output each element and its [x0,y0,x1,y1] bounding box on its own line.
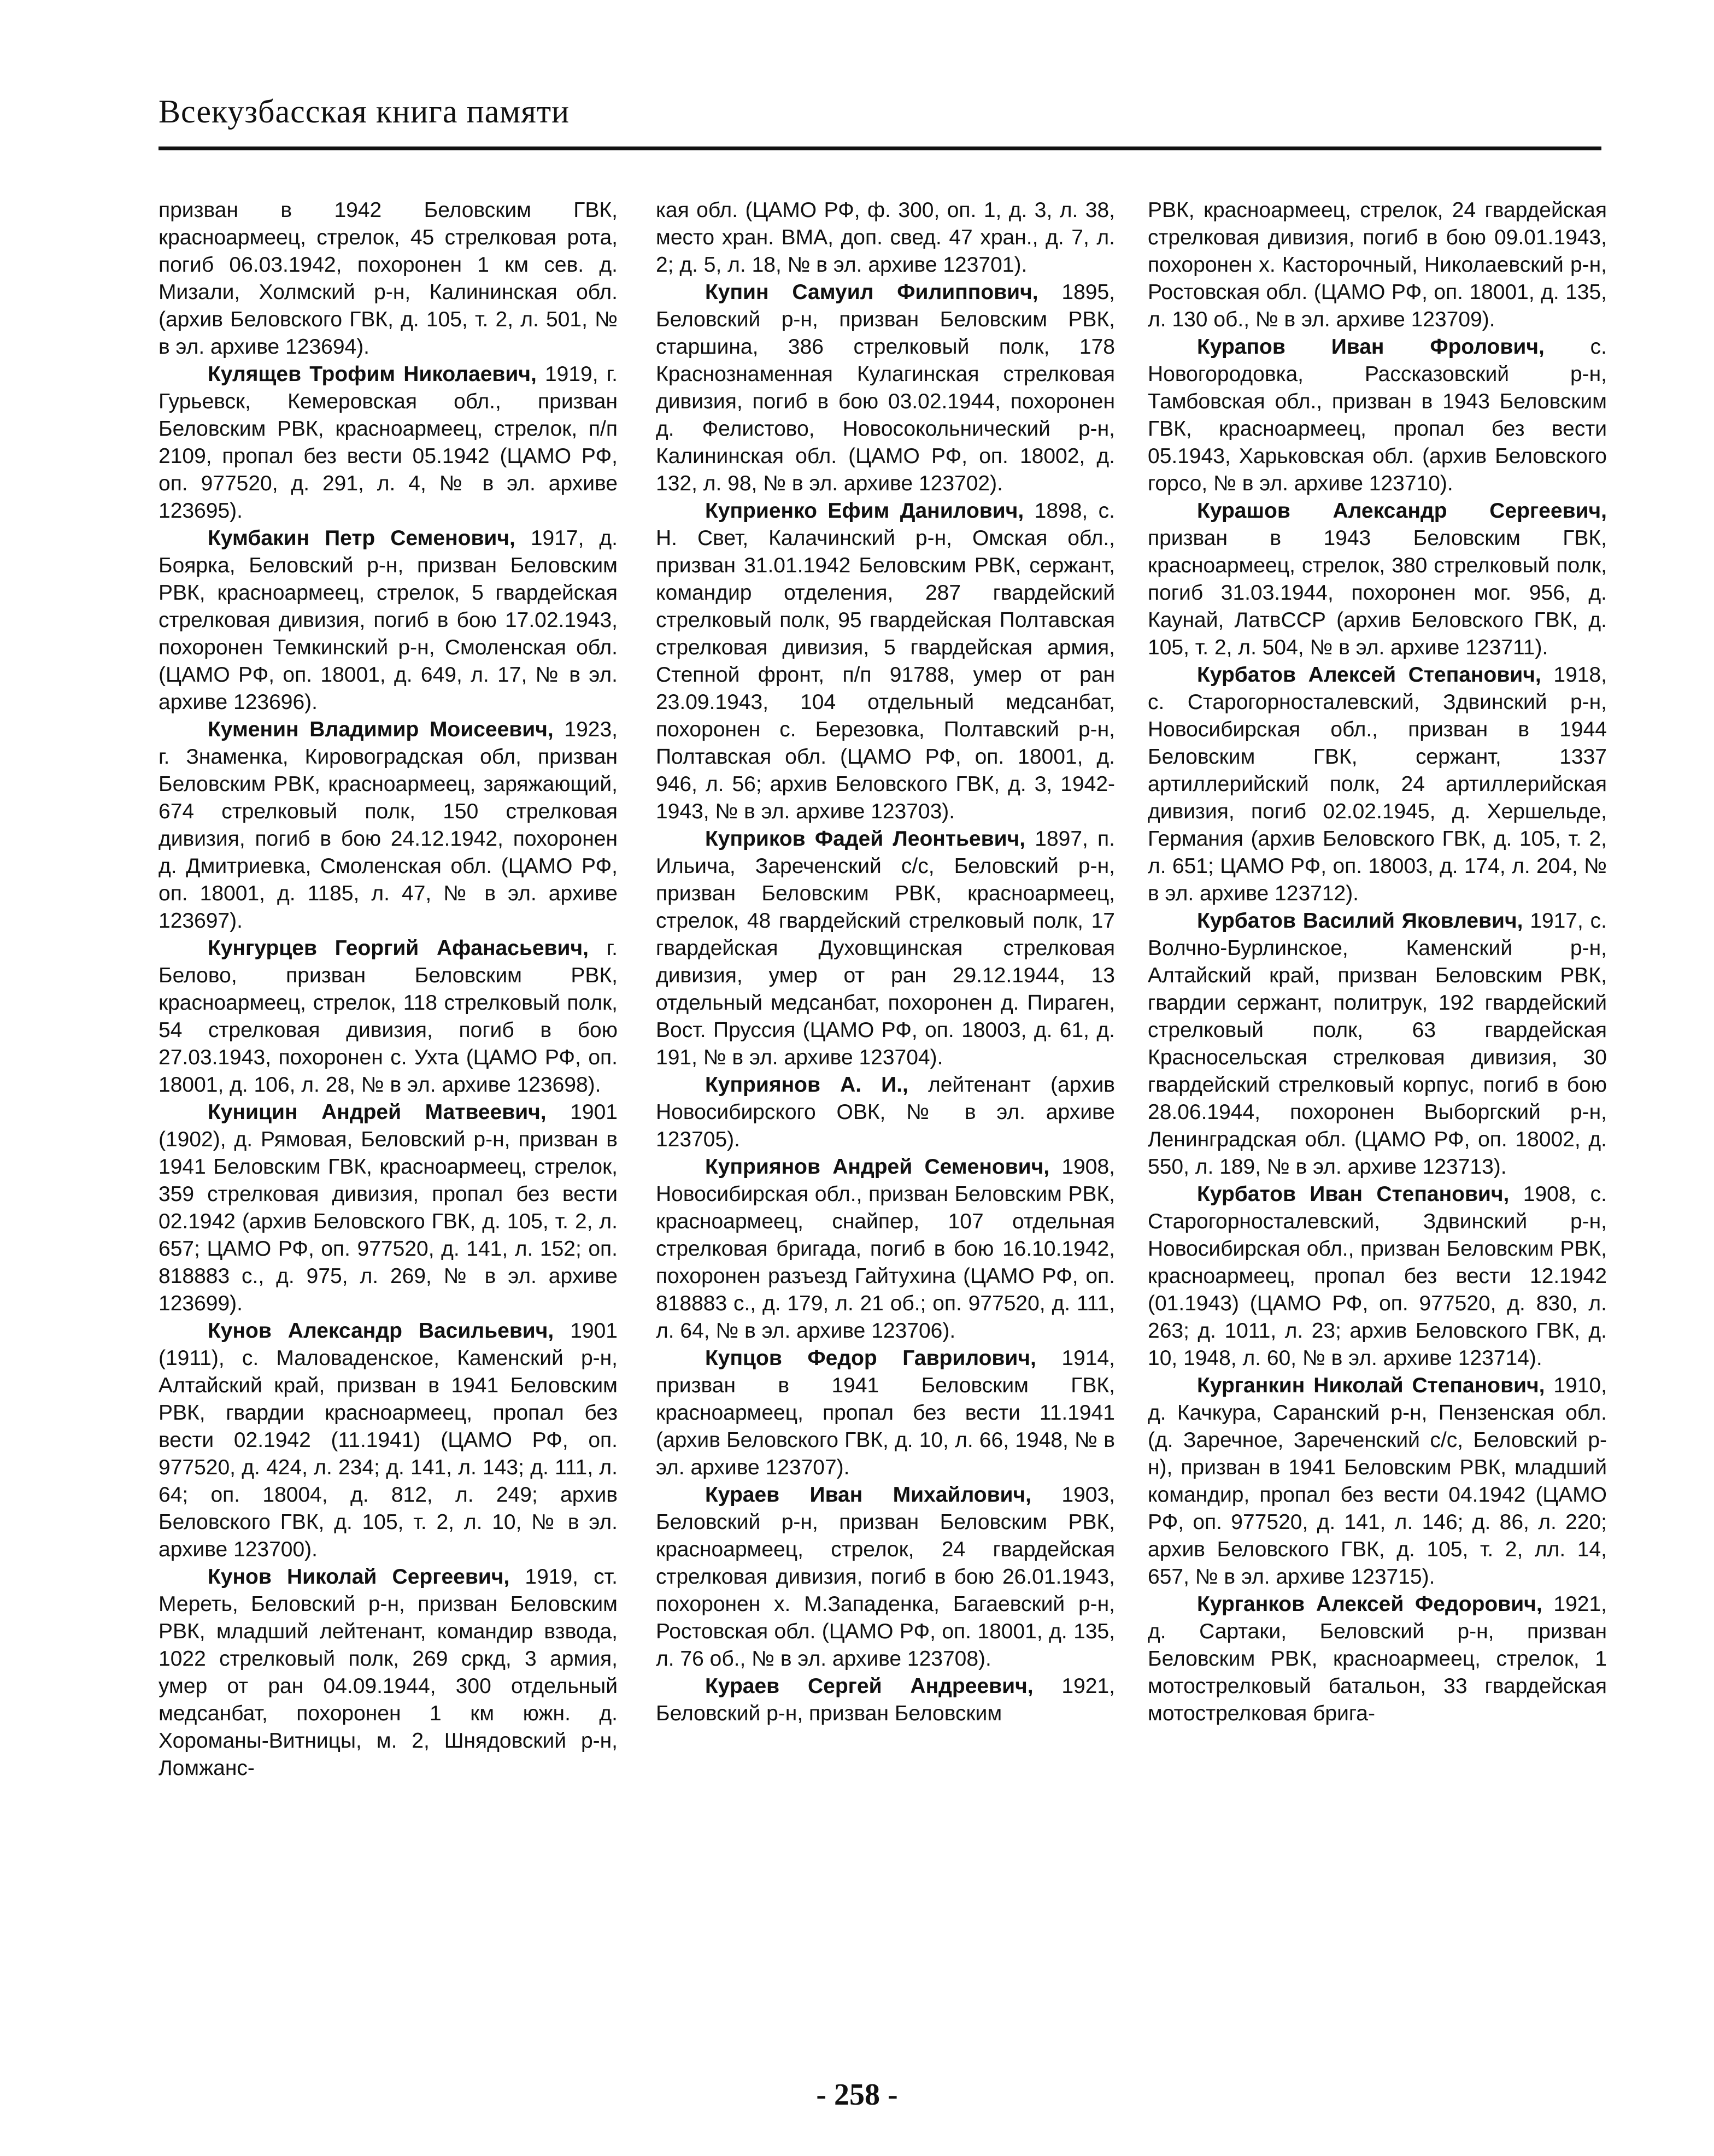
entry-name: Куницин Андрей Матвеевич, [208,1100,547,1124]
entry [159,1563,618,1782]
entry [656,279,1115,497]
page-number: - 258 - [816,2078,898,2112]
entry-text: 1919, ст. Мереть, Беловский р-н, призван Беловским РВК, младший лейтенант, командир взвода, 1022 стрелковый полк, 269 сркд, 3 армия, умер от ран 04.09.1944, 300 отдельный медсанбат, похоронен 1 км южн. д. Хороманы-Витницы, м. 2, Шнядовский р-н, Ломжанс- [159,1565,618,1780]
entry-text: 1921, д. Сартаки, Беловский р-н, призван Беловским РВК, красноармеец, стрелок, 1 мотострелковый батальон, 33 гвардейская мотострелковая брига- [1148,1592,1607,1725]
entry-text: 1908, с. Старогорносталевский, Здвинский р-н, Новосибирская обл., призван Беловским РВК, красноармеец, пропал без вести 12.1942 (01.1943) (ЦАМО РФ, оп. 977520, д. 830, л. 263; д. 1011, л. 23; архив Беловского ГВК, д. 10, 1948, л. 60, № в эл. архиве 123714). [1148,1182,1607,1370]
entry-text: кая обл. (ЦАМО РФ, ф. 300, оп. 1, д. 3, л. 38, место хран. ВМА, доп. свед. 47 хран., д. 7, л. 2; д. 5, л. 18, № в эл. архиве 123701). [656,198,1115,277]
header-divider [159,147,1601,150]
entry-name: Купин Самуил Филиппович, [705,280,1038,304]
entry [1148,497,1607,661]
entry [159,935,618,1099]
entry-text: 1918, с. Старогорносталевский, Здвинский р-н, Новосибирская обл., призван в 1944 Беловским ГВК, сержант, 1337 артиллерийский полк, 24 артиллерийская дивизия, погиб 02.02.1945, д. Хершельде, Германия (архив Беловского ГВК, д. 105, т. 2, л. 651; ЦАМО РФ, оп. 18003, д. 174, л. 204, № в эл. архиве 123712). [1148,663,1607,905]
entry-name: Кумбакин Петр Семенович, [208,526,515,550]
entry [656,1153,1115,1345]
entry-name: Куприенко Ефим Данилович, [705,499,1024,523]
page-header-title: Всекузбасская книга памяти [159,93,570,130]
entry-name: Купцов Федор Гаврилович, [705,1346,1036,1370]
text-column-1 [159,197,618,2039]
entry [1148,661,1607,907]
entry-text: призван в 1943 Беловским ГВК, красноармеец, стрелок, 380 стрелковый полк, погиб 31.03.1944, похоронен мог. 956, д. Каунай, ЛатвССР (архив Беловского ГВК, д. 105, т. 2, л. 504, № в эл. архиве 123711). [1148,526,1607,659]
entry-name: Курапов Иван Фролович, [1197,335,1545,359]
entry-text: РВК, красноармеец, стрелок, 24 гвардейская стрелковая дивизия, погиб в бою 09.01.1943, похоронен х. Касторочный, Николаевский р-н, Ростовская обл. (ЦАМО РФ, оп. 18001, д. 135, л. 130 об., № в эл. архиве 123709). [1148,198,1607,331]
entry-text: 1898, с. Н. Свет, Калачинский р-н, Омская обл., призван 31.01.1942 Беловским РВК, сержант, командир отделения, 287 гвардейский стрелковый полк, 95 гвардейская Полтавская стрелковая дивизия, 5 гвардейская армия, Степной фронт, п/п 91788, умер от ран 23.09.1943, 104 отдельный медсанбат, похоронен с. Березовка, Полтавский р-н, Полтавская обл. (ЦАМО РФ, оп. 18001, д. 946, л. 56; архив Беловского ГВК, д. 3, 1942-1943, № в эл. архиве 123703). [656,499,1115,823]
entry-text: 1903, Беловский р-н, призван Беловским РВК, красноармеец, стрелок, 24 гвардейская стрелковая дивизия, погиб в бою 26.01.1943, похоронен х. М.Западенка, Багаевский р-н, Ростовская обл. (ЦАМО РФ, оп. 18001, д. 135, л. 76 об., № в эл. архиве 123708). [656,1483,1115,1671]
text-column-2 [656,197,1115,2039]
entry-text: 1908, Новосибирская обл., призван Беловским РВК, красноармеец, снайпер, 107 отдельная стрелковая бригада, погиб в бою 16.10.1942, похоронен разъезд Гайтухина (ЦАМО РФ, оп. 818883 с., д. 179, л. 21 об.; оп. 977520, д. 111, л. 64, № в эл. архиве 123706). [656,1155,1115,1343]
entry-name: Курганкин Николай Степанович, [1197,1374,1545,1397]
entry [1148,1591,1607,1727]
entry-name: Курбатов Василий Яковлевич, [1197,909,1523,933]
entry [656,1481,1115,1673]
entry-name: Куменин Владимир Моисеевич, [208,718,554,741]
entry-text: призван в 1942 Беловским ГВК, красноармеец, стрелок, 45 стрелковая рота, погиб 06.03.1942, похоронен 1 км сев. д. Мизали, Холмский р-н, Калининская обл. (архив Беловского ГВК, д. 105, т. 2, л. 501, № в эл. архиве 123694). [159,198,618,359]
entry-text: 1921, Беловский р-н, призван Беловским [656,1674,1115,1725]
entry [656,497,1115,825]
entry-text: 1923, г. Знаменка, Кировоградская обл, призван Беловским РВК, красноармеец, заряжающий, 674 стрелковый полк, 150 стрелковая дивизия, погиб в бою 24.12.1942, похоронен д. Дмитриевка, Смоленская обл. (ЦАМО РФ, оп. 18001, д. 1185, л. 47, № в эл. архиве 123697). [159,718,618,933]
entry-name: Кунов Александр Васильевич, [208,1319,554,1343]
entry-text: 1919, г. Гурьевск, Кемеровская обл., призван Беловским РВК, красноармеец, стрелок, п/п 2109, пропал без вести 05.1942 (ЦАМО РФ, оп. 977520, д. 291, л. 4, № в эл. архиве 123695). [159,362,618,523]
entry-name: Кураев Иван Михайлович, [705,1483,1031,1507]
entry-name: Курганков Алексей Федорович, [1197,1592,1542,1616]
entry-name: Кунов Николай Сергеевич, [208,1565,510,1589]
entry [159,525,618,716]
entry [159,716,618,935]
entry [1148,1372,1607,1591]
entry-name: Кулящев Трофим Николаевич, [208,362,537,386]
entry-text: 1901 (1902), д. Рямовая, Беловский р-н, призван в 1941 Беловским ГВК, красноармеец, стрелок, 359 стрелковая дивизия, пропал без вести 02.1942 (архив Беловского ГВК, д. 105, т. 2, л. 657; ЦАМО РФ, оп. 977520, д. 141, л. 152; оп. 818883 с., д. 975, л. 269, № в эл. архиве 123699). [159,1100,618,1315]
entry-text: с. Новогородовка, Рассказовский р-н, Тамбовская обл., призван в 1943 Беловским ГВК, красноармеец, пропал без вести 05.1943, Харьковская обл. (архив Беловского горсо, № в эл. архиве 123710). [1148,335,1607,495]
text-column-3 [1148,197,1607,2039]
entry [159,197,618,361]
entry-name: Курбатов Иван Степанович, [1197,1182,1510,1206]
entry [656,1071,1115,1153]
entry [1148,1181,1607,1372]
entry [159,1099,618,1317]
entry-name: Кураев Сергей Андреевич, [705,1674,1034,1698]
entry [1148,907,1607,1181]
entry-name: Курашов Александр Сергеевич, [1197,499,1607,523]
entry-text: 1910, д. Качкура, Саранский р-н, Пензенская обл. (д. Заречное, Зареченский с/с, Беловский р-н), призван в 1941 Беловским РВК, младший командир, пропал без вести 04.1942 (ЦАМО РФ, оп. 977520, д. 141, л. 146; д. 86, л. 220; архив Беловского ГВК, д. 105, т. 2, лл. 14, 657, № в эл. архиве 123715). [1148,1374,1607,1589]
entry [159,361,618,525]
entry [159,1317,618,1563]
entry [656,1345,1115,1481]
entry-text: г. Белово, призван Беловским РВК, красноармеец, стрелок, 118 стрелковый полк, 54 стрелковая дивизия, погиб в бою 27.03.1943, похоронен с. Ухта (ЦАМО РФ, оп. 18001, д. 106, л. 28, № в эл. архиве 123698). [159,936,618,1097]
entry [1148,197,1607,333]
entry-name: Куприков Фадей Леонтьевич, [705,827,1026,851]
entry-text: лейтенант (архив Новосибирского ОВК, № в эл. архиве 123705). [656,1073,1115,1151]
entry-text: 1917, с. Волчно-Бурлинское, Каменский р-н, Алтайский край, призван Беловским РВК, гвардии сержант, политрук, 192 гвардейский стрелковый полк, 63 гвардейская Красносельская стрелковая дивизия, 30 гвардейский стрелковый корпус, погиб в бою 28.06.1944, похоронен Выборгский р-н, Ленинградская обл. (ЦАМО РФ, оп. 18002, д. 550, л. 189, № в эл. архиве 123713). [1148,909,1607,1179]
entry-text: 1917, д. Боярка, Беловский р-н, призван Беловским РВК, красноармеец, стрелок, 5 гвардейская стрелковая дивизия, погиб в бою 17.02.1943, похоронен Темкинский р-н, Смоленская обл. (ЦАМО РФ, оп. 18001, д. 649, л. 17, № в эл. архиве 123696). [159,526,618,714]
entry-text: 1897, п. Ильича, Зареченский с/с, Беловский р-н, призван Беловским РВК, красноармеец, стрелок, 48 гвардейский стрелковый полк, 17 гвардейская Духовщинская стрелковая дивизия, умер от ран 29.12.1944, 13 отдельный медсанбат, похоронен д. Пираген, Вост. Пруссия (ЦАМО РФ, оп. 18003, д. 61, д. 191, № в эл. архиве 123704). [656,827,1115,1069]
entry [656,825,1115,1071]
entry [656,197,1115,279]
entry-text: 1901 (1911), с. Маловаденское, Каменский р-н, Алтайский край, призван в 1941 Беловским РВК, гвардии красноармеец, пропал без вести 02.1942 (11.1941) (ЦАМО РФ, оп. 977520, д. 424, л. 234; д. 141, л. 143; д. 111, л. 64; оп. 18004, д. 812, л. 249; архив Беловского ГВК, д. 105, т. 2, л. 10, № в эл. архиве 123700). [159,1319,618,1561]
entry-text: 1895, Беловский р-н, призван Беловским РВК, старшина, 386 стрелковый полк, 178 Краснознаменная Кулагинская стрелковая дивизия, погиб в бою 03.02.1944, похоронен д. Фелистово, Новосокольнический р-н, Калининская обл. (ЦАМО РФ, оп. 18002, д. 132, л. 98, № в эл. архиве 123702). [656,280,1115,495]
entry-name: Курбатов Алексей Степанович, [1197,663,1541,687]
entry-name: Куприянов Андрей Семенович, [705,1155,1050,1179]
entry [1148,333,1607,497]
entry [656,1673,1115,1727]
entry-text: 1914, призван в 1941 Беловским ГВК, красноармеец, пропал без вести 11.1941 (архив Беловского ГВК, д. 10, л. 66, 1948, № в эл. архиве 123707). [656,1346,1115,1479]
entry-name: Кунгурцев Георгий Афанасьевич, [208,936,589,960]
entry-name: Куприянов А. И., [705,1073,908,1097]
